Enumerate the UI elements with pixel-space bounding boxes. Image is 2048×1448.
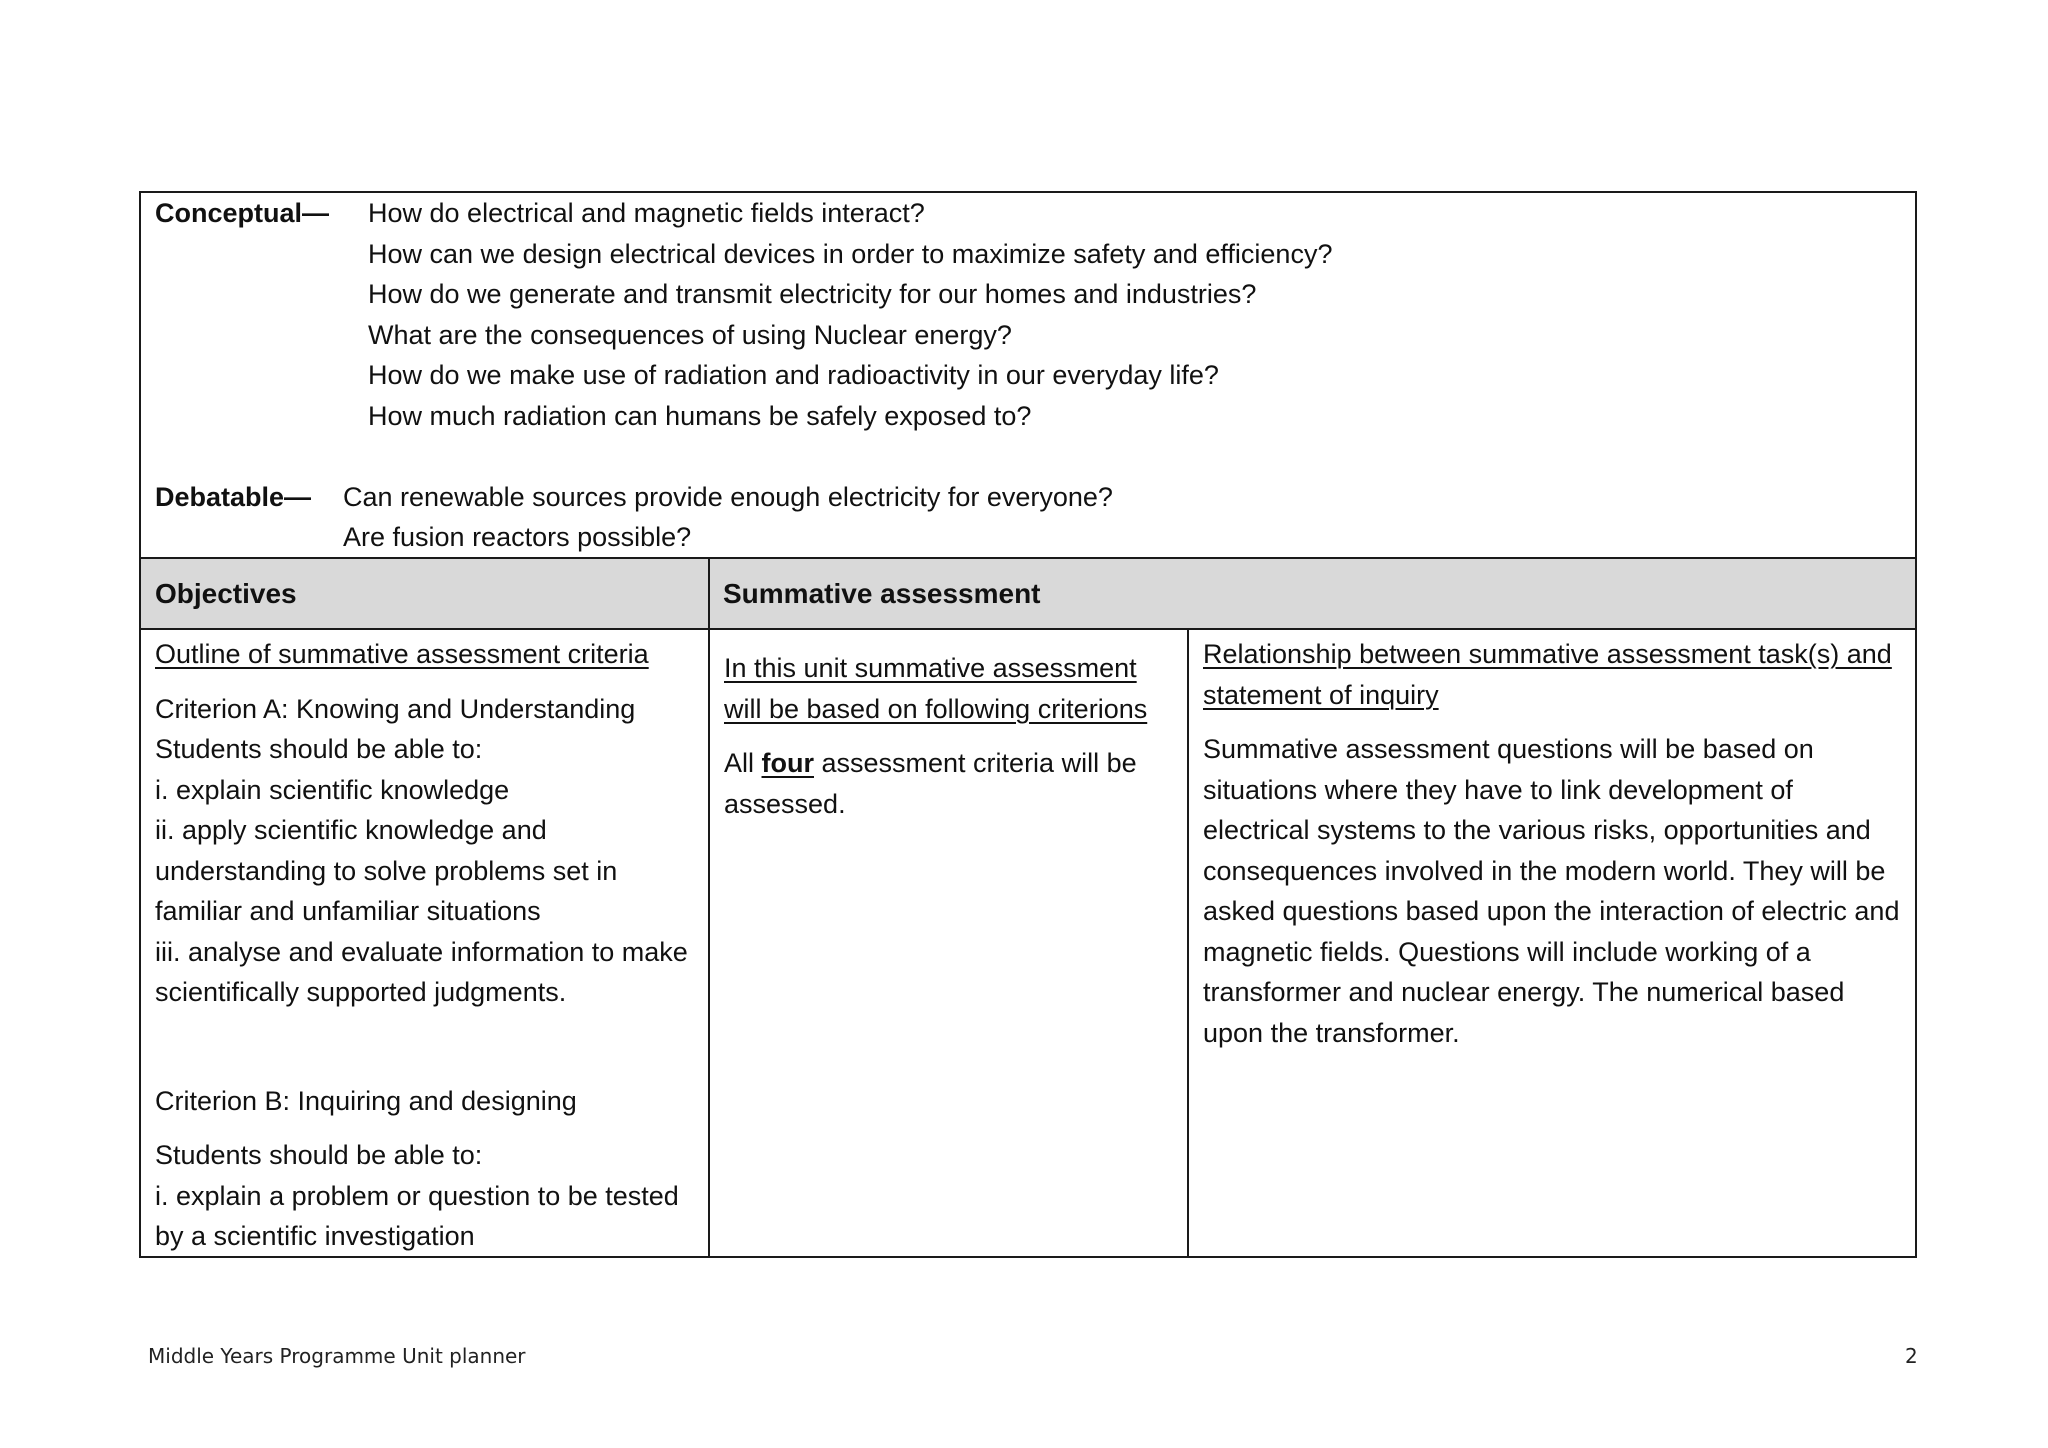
- criterion-a-line: familiar and unfamiliar situations: [155, 896, 541, 926]
- relationship-title-line: statement of inquiry: [1203, 679, 1439, 710]
- criterion-b-title: Criterion B: Inquiring and designing: [155, 1085, 577, 1116]
- criterion-a-title: Criterion A: Knowing and Understanding: [155, 693, 636, 724]
- criterion-a-line: Students should be able to:: [155, 734, 483, 764]
- relationship-text-line: Summative assessment questions will be based on: [1203, 734, 1814, 764]
- conceptual-question: How do we generate and transmit electricity for our homes and industries?: [368, 279, 1257, 309]
- objectives-header: Objectives: [155, 578, 297, 609]
- conceptual-question: How can we design electrical devices in order to maximize safety and efficiency?: [368, 239, 1333, 269]
- criterion-a-line: i. explain scientific knowledge: [155, 774, 510, 805]
- relationship-text-line: consequences involved in the modern world. They will be: [1203, 855, 1886, 886]
- summative-assessment-header: Summative assessment: [723, 578, 1041, 609]
- relationship-text-line: situations where they have to link development of: [1203, 774, 1793, 805]
- inquiry-questions-section: [141, 193, 1915, 559]
- debatable-label: Debatable—: [155, 482, 312, 512]
- conceptual-question: What are the consequences of using Nuclear energy?: [368, 320, 1012, 350]
- section-header-row: [141, 559, 1915, 630]
- relationship-text-line: electrical systems to the various risks, opportunities and: [1203, 815, 1871, 845]
- objectives-cell: [141, 630, 708, 1256]
- criterion-b-line: Students should be able to:: [155, 1140, 483, 1170]
- debatable-question: Are fusion reactors possible?: [343, 522, 692, 552]
- relationship-cell: [1189, 630, 1915, 1256]
- all-criteria-statement: [724, 743, 1173, 784]
- conceptual-question: How do we make use of radiation and radioactivity in our everyday life?: [368, 360, 1219, 390]
- all-criteria-line2: assessed.: [724, 788, 846, 819]
- criterion-a-line: understanding to solve problems set in: [155, 855, 618, 886]
- all-prefix: All: [724, 748, 762, 778]
- criterion-a-line: scientifically supported judgments.: [155, 977, 567, 1007]
- relationship-text-line: upon the transformer.: [1203, 1017, 1460, 1048]
- all-emphasis: four: [761, 748, 814, 778]
- unit-planner-table: [139, 191, 1917, 1258]
- relationship-text-line: transformer and nuclear energy. The numerical based: [1203, 977, 1845, 1007]
- criterion-a-line: ii. apply scientific knowledge and: [155, 815, 547, 845]
- page-number: 2: [1905, 1344, 1918, 1368]
- criterion-b-line: by a scientific investigation: [155, 1221, 475, 1251]
- criterion-b-line: i. explain a problem or question to be tested: [155, 1180, 679, 1211]
- all-suffix: assessment criteria will be: [814, 748, 1137, 778]
- criteria-intro-line: In this unit summative assessment: [724, 653, 1137, 683]
- conceptual-label: Conceptual—: [155, 198, 330, 228]
- criteria-cell: [710, 630, 1187, 1256]
- conceptual-question: How much radiation can humans be safely exposed to?: [368, 401, 1032, 431]
- outline-title: Outline of summative assessment criteria: [155, 639, 649, 669]
- relationship-title-line: Relationship between summative assessment task(s) and: [1203, 639, 1892, 669]
- relationship-text-line: magnetic fields. Questions will include working of a: [1203, 936, 1811, 967]
- conceptual-question: How do electrical and magnetic fields interact?: [368, 198, 925, 228]
- footer-title: Middle Years Programme Unit planner: [148, 1344, 526, 1368]
- criterion-a-line: iii. analyse and evaluate information to make: [155, 936, 688, 967]
- criteria-intro-line: will be based on following criterions: [724, 693, 1148, 724]
- relationship-text-line: asked questions based upon the interaction of electric and: [1203, 896, 1900, 926]
- debatable-question: Can renewable sources provide enough electricity for everyone?: [343, 482, 1113, 512]
